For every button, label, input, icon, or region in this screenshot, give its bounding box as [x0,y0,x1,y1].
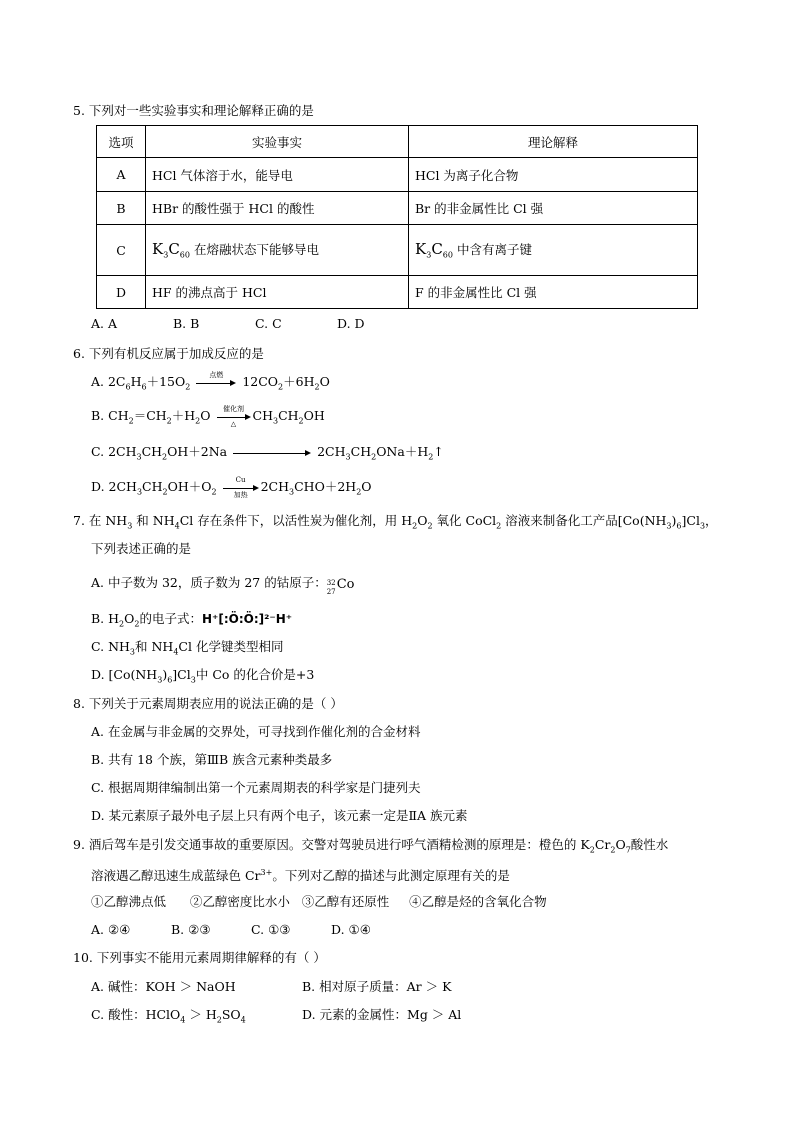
row-option: C [97,225,146,276]
choice-d[interactable]: D. ①④ [331,922,371,937]
q7-option-a[interactable]: A. 中子数为 32，质子数为 27 的钴原子： 32 27 Co [91,575,355,596]
q7-option-b[interactable]: B. $H_2O_2$的电子式：H⁺[:Ö:Ö:]²⁻H⁺ [91,611,293,629]
header-theory: 理论解释 [409,126,698,158]
q6-option-d[interactable]: D. $2CH_3CH_2OH+O_2$ Cu 加热 $2CH_3CHO+2H_2O$ [91,475,372,499]
q7-stem-line1: 7. 在 $NH_3$ 和 $NH_4Cl$ 存在条件下，以活性炭为催化剂，用 $H_2O_2$ 氧化 CoCl$_2$ 溶液来制备化工产品$[Co(NH_3)_6]Cl_3$， [73,513,718,531]
row-theory: HCl 为离子化合物 [409,158,698,192]
reaction-arrow-icon: 点燃 [196,378,236,388]
q6-option-b[interactable]: B. $CH_2=CH_2+H_2O$ 催化剂 △ $CH_3CH_2OH$ [91,404,325,428]
row-fact: HF 的沸点高于 HCl [146,276,409,309]
q5-stem: 5. 下列对一些实验事实和理论解释正确的是 [73,103,314,118]
row-theory: Br 的非金属性比 Cl 强 [409,192,698,225]
row-theory: F 的非金属性比 Cl 强 [409,276,698,309]
choice-c[interactable]: C. C [255,316,282,331]
table-header-row [97,126,698,158]
row-theory: $K_3C_{60}$ 中含有离子键 [409,225,698,276]
q5-choices [91,316,419,332]
choice-b[interactable]: B. ②③ [171,922,211,937]
q10-option-c[interactable]: C. 酸性：HClO$_4$ ＞ $H_2SO_4$ [91,1007,246,1025]
q10-option-d[interactable]: D. 元素的金属性：Mg ＞ Al [302,1007,462,1022]
q8-option-b[interactable]: B. 共有 18 个族，第ⅢB 族含元素种类最多 [91,752,333,767]
q10-stem: 10. 下列事实不能用元素周期律解释的有（ ） [73,950,326,965]
q8-stem: 8. 下列关于元素周期表应用的说法正确的是（ ） [73,696,343,711]
table-row [97,192,698,225]
q6-option-a[interactable]: A. $2C_6H_6+15O_2$ 点燃 $12CO_2+6H_2O$ [91,370,330,392]
q7-option-d[interactable]: D. $[Co(NH_3)_6]Cl_3$中 Co 的化合价是+3 [91,667,315,685]
q7-option-c[interactable]: C. $NH_3$和 $NH_4Cl$ 化学键类型相同 [91,639,284,657]
choice-d[interactable]: D. D [337,316,365,331]
reaction-arrow-icon: 催化剂 △ [217,412,251,422]
q9-stem-line2: 溶液遇乙醇迅速生成蓝绿色 $Cr^{3+}$。下列对乙醇的描述与此测定原理有关的是 [91,868,510,884]
table-row [97,276,698,309]
row-option: A [97,158,146,192]
q10-option-a[interactable]: A. 碱性：KOH ＞ NaOH [91,979,236,994]
q9-stem-line1: 9. 酒后驾车是引发交通事故的重要原因。交警对驾驶员进行呼气酒精检测的原理是：橙色的 $K_2Cr_2O_7$酸性水 [73,837,669,855]
q6-stem: 6. 下列有机反应属于加成反应的是 [73,346,264,361]
header-option: 选项 [97,126,146,158]
row-option: B [97,192,146,225]
q7-stem-line2: 下列表述正确的是 [91,541,192,556]
q6-option-c[interactable]: C. $2CH_3CH_2OH+2Na$ $2CH_3CH_2ONa+H_2↑$ [91,444,444,462]
row-fact: $K_3C_{60}$ 在熔融状态下能够导电 [146,225,409,276]
choice-b[interactable]: B. B [173,316,200,331]
q8-option-d[interactable]: D. 某元素原子最外电子层上只有两个电子，该元素一定是ⅡA 族元素 [91,808,468,823]
q8-option-a[interactable]: A. 在金属与非金属的交界处，可寻找到作催化剂的合金材料 [91,724,421,739]
row-fact: HCl 气体溶于水，能导电 [146,158,409,192]
q8-option-c[interactable]: C. 根据周期律编制出第一个元素周期表的科学家是门捷列夫 [91,780,421,795]
choice-a[interactable]: A. A [91,316,118,331]
header-fact: 实验事实 [146,126,409,158]
table-row [97,225,698,276]
q5-table [96,125,698,309]
row-option: D [97,276,146,309]
reaction-arrow-icon: Cu 加热 [223,483,259,493]
electron-formula: H⁺[:Ö:Ö:]²⁻H⁺ [202,612,293,626]
choice-a[interactable]: A. ②④ [91,922,131,937]
reaction-arrow-icon [233,448,311,458]
q9-choices [91,922,411,938]
choice-c[interactable]: C. ①③ [251,922,291,937]
table-row [97,158,698,192]
row-fact: HBr 的酸性强于 HCl 的酸性 [146,192,409,225]
q10-option-b[interactable]: B. 相对原子质量：Ar ＞ K [302,979,452,994]
q9-statements: ①乙醇沸点低 ②乙醇密度比水小 ③乙醇有还原性 ④乙醇是烃的含氧化合物 [91,894,547,909]
cobalt-isotope: 32 27 Co [326,576,355,596]
